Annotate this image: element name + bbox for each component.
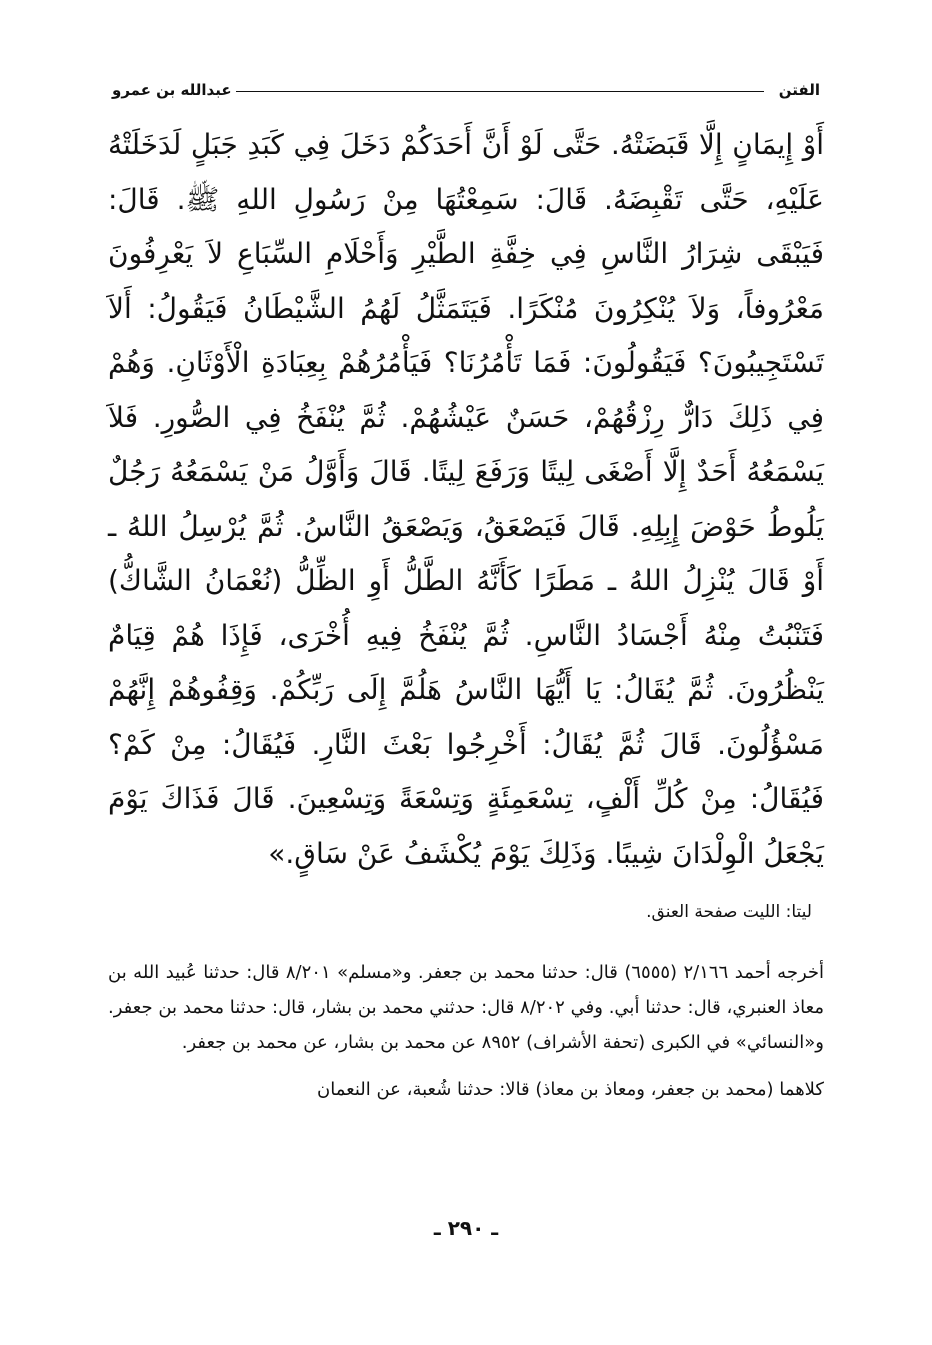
- word-gloss: ليتا: الليت صفحة العنق.: [646, 902, 812, 922]
- takhrij-paragraph-2: كلاهما (محمد بن جعفر، ومعاذ بن معاذ) قالا: حدثنا شُعبة، عن النعمان: [317, 1079, 824, 1100]
- takhrij-footnotes: [108, 955, 824, 1107]
- header-section-title: الفتن: [775, 80, 824, 100]
- header-author-name: عبدالله بن عمرو: [108, 80, 236, 100]
- hadith-paragraph: أَوْ إِيمَانٍ إِلَّا قَبَضَتْهُ. حَتَّى لَوْ أَنَّ أَحَدَكُمْ دَخَلَ فِي كَبَدِ جَبَلٍ لَدَخَلَتْهُ عَلَيْهِ، حَتَّى تَقْبِضَهُ. قَالَ: سَمِعْتُهَا مِنْ رَسُولِ اللهِ ﷺ. قَالَ: فَيَبْقَى شِرَارُ النَّاسِ فِي خِفَّةِ الطَّيْرِ وَأَحْلَامِ السِّبَاعِ لاَ يَعْرِفُونَ مَعْرُوفاً، وَلاَ يُنْكِرُونَ مُنْكَرًا. فَيَتَمَثَّلُ لَهُمُ الشَّيْطَانُ فَيَقُولُ: أَلاَ تَسْتَجِيبُونَ؟ فَيَقُولُونَ: فَمَا تَأْمُرُنَا؟ فَيَأْمُرُهُمْ بِعِبَادَةِ الْأَوْثَانِ. وَهُمْ فِي ذَلِكَ دَارٌّ رِزْقُهُمْ، حَسَنٌ عَيْشُهُمْ. ثُمَّ يُنْفَخُ فِي الصُّورِ. فَلاَ يَسْمَعُهُ أَحَدٌ إِلَّا أَصْغَى لِيتًا وَرَفَعَ لِيتًا. قَالَ وَأَوَّلُ مَنْ يَسْمَعُهُ رَجُلٌ يَلُوطُ حَوْضَ إِبِلِهِ. قَالَ فَيَصْعَقُ، وَيَصْعَقُ النَّاسُ. ثُمَّ يُرْسِلُ اللهُ ـ أَوْ قَالَ يُنْزِلُ اللهُ ـ مَطَرًا كَأَنَّهُ الطَّلُّ أَوِ الظِّلُّ (نُعْمَانُ الشَّاكُّ) فَتَنْبُتُ مِنْهُ أَجْسَادُ النَّاسِ. ثُمَّ يُنْفَخُ فِيهِ أُخْرَى، فَإِذَا هُمْ قِيَامٌ يَنْظُرُونَ. ثُمَّ يُقَالُ: يَا أَيُّهَا النَّاسُ هَلُمَّ إِلَى رَبِّكُمْ. وَقِفُوهُمْ إِنَّهُمْ مَسْؤُلُونَ. قَالَ ثُمَّ يُقَالُ: أَخْرِجُوا بَعْثَ النَّارِ. فَيُقَالُ: مِنْ كَمْ؟ فَيُقَالُ: مِنْ كُلِّ أَلْفٍ، تِسْعَمِئَةٍ وَتِسْعَةً وَتِسْعِينَ. قَالَ فَذَاكَ يَوْمَ يَجْعَلُ الْوِلْدَانَ شِيبًا. وَذَلِكَ يَوْمَ يُكْشَفُ عَنْ سَاقٍ.»: [108, 128, 824, 870]
- page-number: ـ ٢٩٠ ـ: [433, 1216, 499, 1240]
- takhrij-paragraph-1: أخرجه أحمد ٢/١٦٦ (٦٥٥٥) قال: حدثنا محمد بن جعفر. و«مسلم» ٨/٢٠١ قال: حدثنا عُبيد الله بن معاذ العنبري، قال: حدثنا أبي. وفي ٨/٢٠٢ قال: حدثني محمد بن بشار، قال: حدثنا محمد بن جعفر. و«النسائي» في الكبرى (تحفة الأشراف) ٨٩٥٢ عن محمد بن بشار، عن محمد بن جعفر.: [108, 962, 825, 1053]
- running-header: [108, 80, 824, 104]
- hadith-text: [108, 118, 824, 881]
- header-rule: [218, 91, 764, 92]
